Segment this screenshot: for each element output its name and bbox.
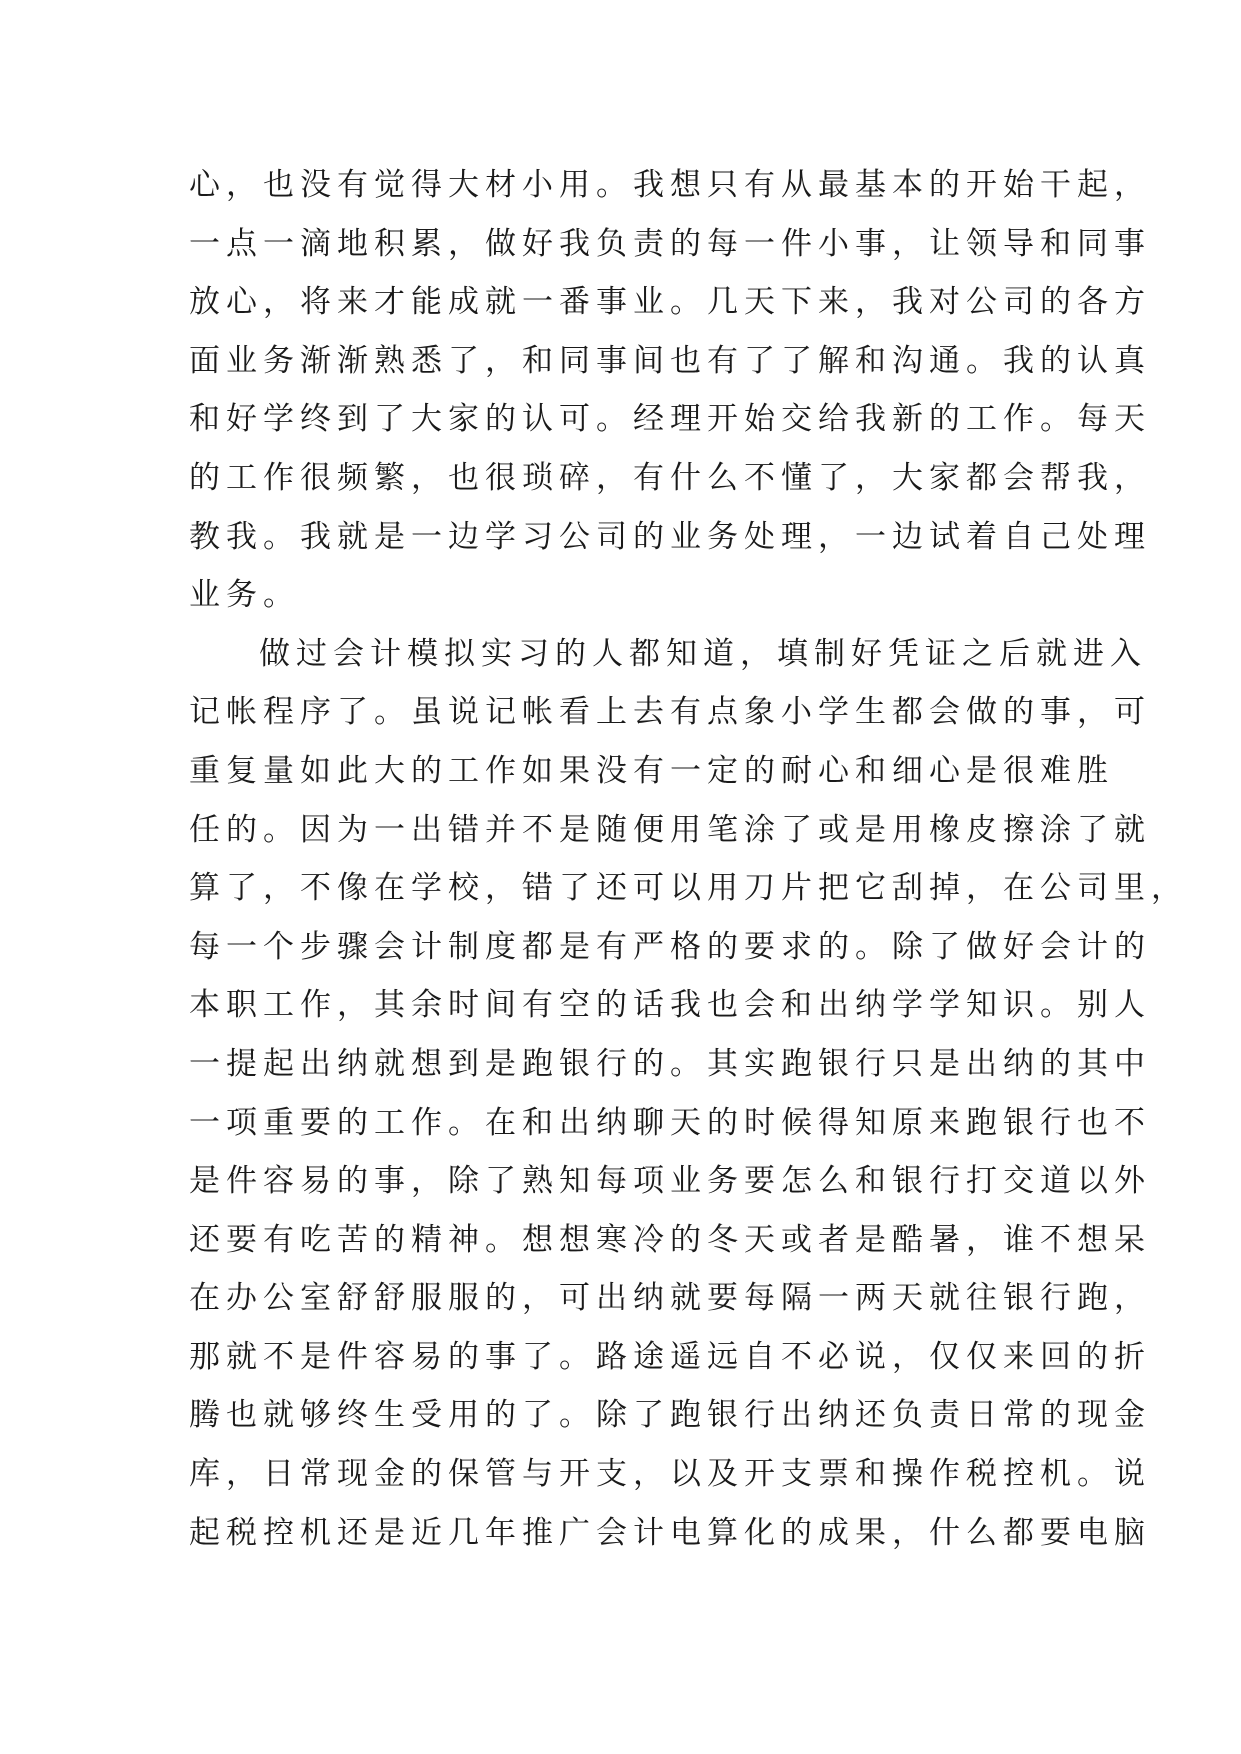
text-line: 放心，将来才能成就一番事业。几天下来，我对公司的各方	[189, 284, 1151, 321]
text-line: 业务。	[189, 577, 300, 614]
text-line: 库，日常现金的保管与开支，以及开支票和操作税控机。说	[189, 1456, 1151, 1493]
text-line: 任的。因为一出错并不是随便用笔涂了或是用橡皮擦涂了就	[189, 811, 1151, 848]
text-line: 记帐程序了。虽说记帐看上去有点象小学生都会做的事，可	[189, 694, 1151, 731]
text-line: 和好学终到了大家的认可。经理开始交给我新的工作。每天	[189, 401, 1151, 438]
text-line: 的工作很频繁，也很琐碎，有什么不懂了，大家都会帮我，	[189, 459, 1151, 496]
text-line: 在办公室舒舒服服的，可出纳就要每隔一两天就往银行跑，	[189, 1280, 1151, 1317]
text-line: 那就不是件容易的事了。路途遥远自不必说，仅仅来回的折	[189, 1338, 1151, 1375]
body-text	[189, 156, 1188, 1562]
text-line: 一项重要的工作。在和出纳聊天的时候得知原来跑银行也不	[189, 1104, 1151, 1141]
text-line: 还要有吃苦的精神。想想寒冷的冬天或者是酷暑，谁不想呆	[189, 1221, 1151, 1258]
text-line: 本职工作，其余时间有空的话我也会和出纳学学知识。别人	[189, 987, 1151, 1024]
text-line: 算了，不像在学校，错了还可以用刀片把它刮掉，在公司里，	[189, 870, 1188, 907]
text-line: 教我。我就是一边学习公司的业务处理，一边试着自己处理	[189, 518, 1151, 555]
text-line: 腾也就够终生受用的了。除了跑银行出纳还负责日常的现金	[189, 1397, 1151, 1434]
text-line: 每一个步骤会计制度都是有严格的要求的。除了做好会计的	[189, 928, 1151, 965]
text-line: 一点一滴地积累，做好我负责的每一件小事，让领导和同事	[189, 225, 1151, 262]
text-line: 起税控机还是近几年推广会计电算化的成果，什么都要电脑	[189, 1514, 1151, 1551]
text-line: 重复量如此大的工作如果没有一定的耐心和细心是很难胜	[189, 752, 1114, 789]
text-line: 心，也没有觉得大材小用。我想只有从最基本的开始干起，	[189, 167, 1151, 203]
text-line: 一提起出纳就想到是跑银行的。其实跑银行只是出纳的其中	[189, 1045, 1151, 1082]
text-line: 面业务渐渐熟悉了，和同事间也有了了解和沟通。我的认真	[189, 342, 1151, 379]
paragraph-start-line: 做过会计模拟实习的人都知道，填制好凭证之后就进入	[259, 635, 1147, 672]
text-line: 是件容易的事，除了熟知每项业务要怎么和银行打交道以外	[189, 1163, 1151, 1200]
